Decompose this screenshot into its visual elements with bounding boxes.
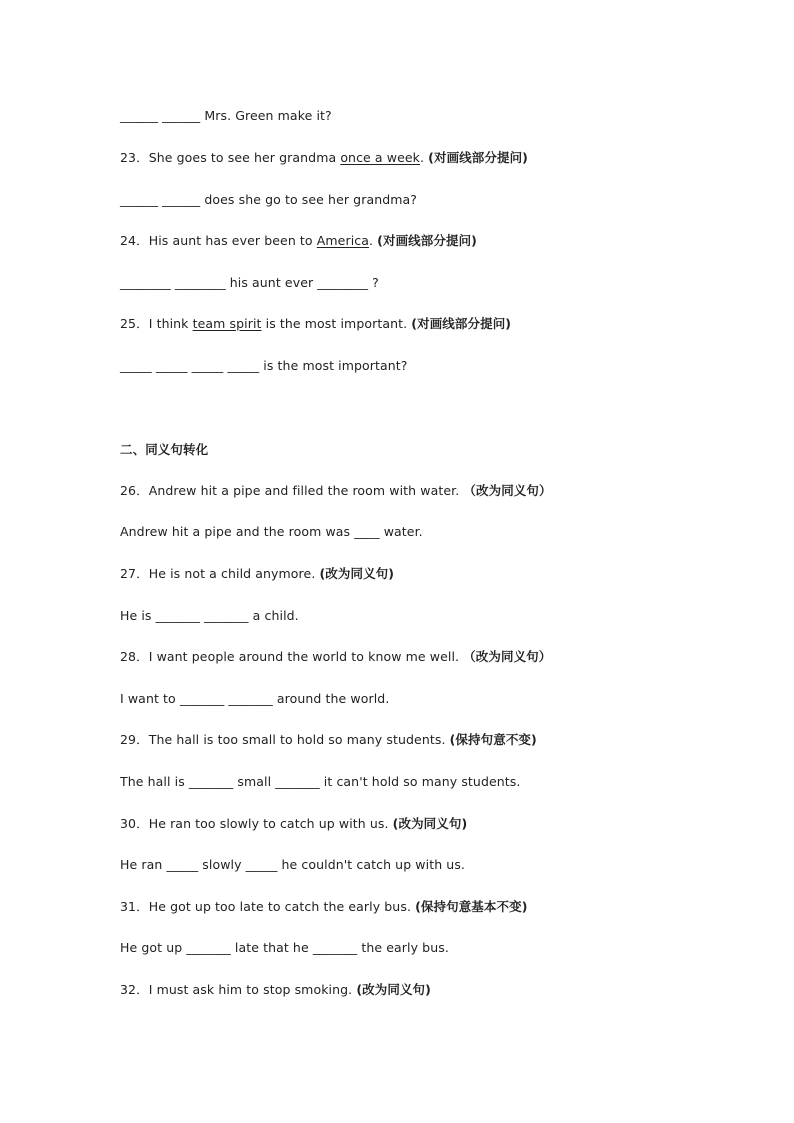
instruction-note: （改为同义句） — [463, 649, 552, 664]
section-heading: 二、同义句转化 — [120, 442, 209, 457]
instruction-note: (改为同义句) — [356, 982, 431, 997]
question-30 — [120, 816, 467, 832]
line-text: Andrew hit a pipe and the room was ____ water. — [120, 524, 423, 539]
underlined-phrase: team spirit — [192, 316, 262, 331]
underlined-phrase: once a week — [340, 150, 420, 165]
answer-line-23 — [120, 192, 417, 208]
answer-line-28 — [120, 691, 389, 707]
instruction-note: （改为同义句） — [463, 483, 552, 498]
answer-line-31 — [120, 940, 449, 956]
question-31 — [120, 899, 528, 915]
question-text: 23．She goes to see her grandma — [120, 150, 341, 165]
question-text: 28．I want people around the world to know me well. — [120, 649, 464, 664]
question-text: 26．Andrew hit a pipe and filled the room with water. — [120, 483, 464, 498]
answer-line-26 — [120, 524, 423, 540]
question-28 — [120, 649, 551, 665]
answer-line-30 — [120, 857, 465, 873]
question-text: 29．The hall is too small to hold so many students. — [120, 732, 450, 747]
question-26 — [120, 483, 552, 499]
question-text: 32．I must ask him to stop smoking. — [120, 982, 357, 997]
question-25 — [120, 316, 511, 332]
question-text: 25．I think — [120, 316, 193, 331]
question-text: 30．He ran too slowly to catch up with us. — [120, 816, 393, 831]
line-text: He is _______ _______ a child. — [120, 608, 299, 623]
instruction-note: (改为同义句) — [392, 816, 468, 831]
question-text: 24．His aunt has ever been to — [120, 233, 317, 248]
question-text: 27．He is not a child anymore. — [120, 566, 320, 581]
line-text: _____ _____ _____ _____ is the most important? — [120, 358, 408, 373]
question-24 — [120, 233, 477, 249]
question-text-end: is the most important. — [261, 316, 412, 331]
question-32 — [120, 982, 431, 998]
line-text: ______ ______ Mrs. Green make it? — [120, 108, 332, 123]
question-23 — [120, 150, 528, 166]
instruction-note: (对画线部分提问) — [428, 150, 528, 165]
instruction-note: (对画线部分提问) — [411, 316, 512, 331]
question-27 — [120, 566, 394, 582]
answer-line-24 — [120, 275, 379, 291]
underlined-phrase: America — [316, 233, 370, 248]
line-text: He ran _____ slowly _____ he couldn't catch up with us. — [120, 857, 466, 872]
question-29 — [120, 732, 537, 748]
answer-line-29 — [120, 774, 521, 790]
answer-line-22 — [120, 108, 332, 124]
instruction-note: (保持句意基本不变) — [415, 899, 528, 914]
line-text: I want to _______ _______ around the world. — [120, 691, 390, 706]
line-text: The hall is _______ small _______ it can't hold so many students. — [120, 774, 521, 789]
question-text: 31．He got up too late to catch the early bus. — [120, 899, 416, 914]
line-text: He got up _______ late that he _______ the early bus. — [120, 940, 449, 955]
answer-line-27 — [120, 608, 299, 624]
line-text: ______ ______ does she go to see her grandma? — [120, 192, 418, 207]
answer-line-25 — [120, 358, 408, 374]
instruction-note: (对画线部分提问) — [377, 233, 477, 248]
instruction-note: (保持句意不变) — [449, 732, 537, 747]
line-text: ________ ________ his aunt ever ________ ? — [120, 275, 379, 290]
question-text-end: . — [369, 233, 378, 248]
instruction-note: (改为同义句) — [319, 566, 395, 581]
question-text-end: . — [420, 150, 429, 165]
